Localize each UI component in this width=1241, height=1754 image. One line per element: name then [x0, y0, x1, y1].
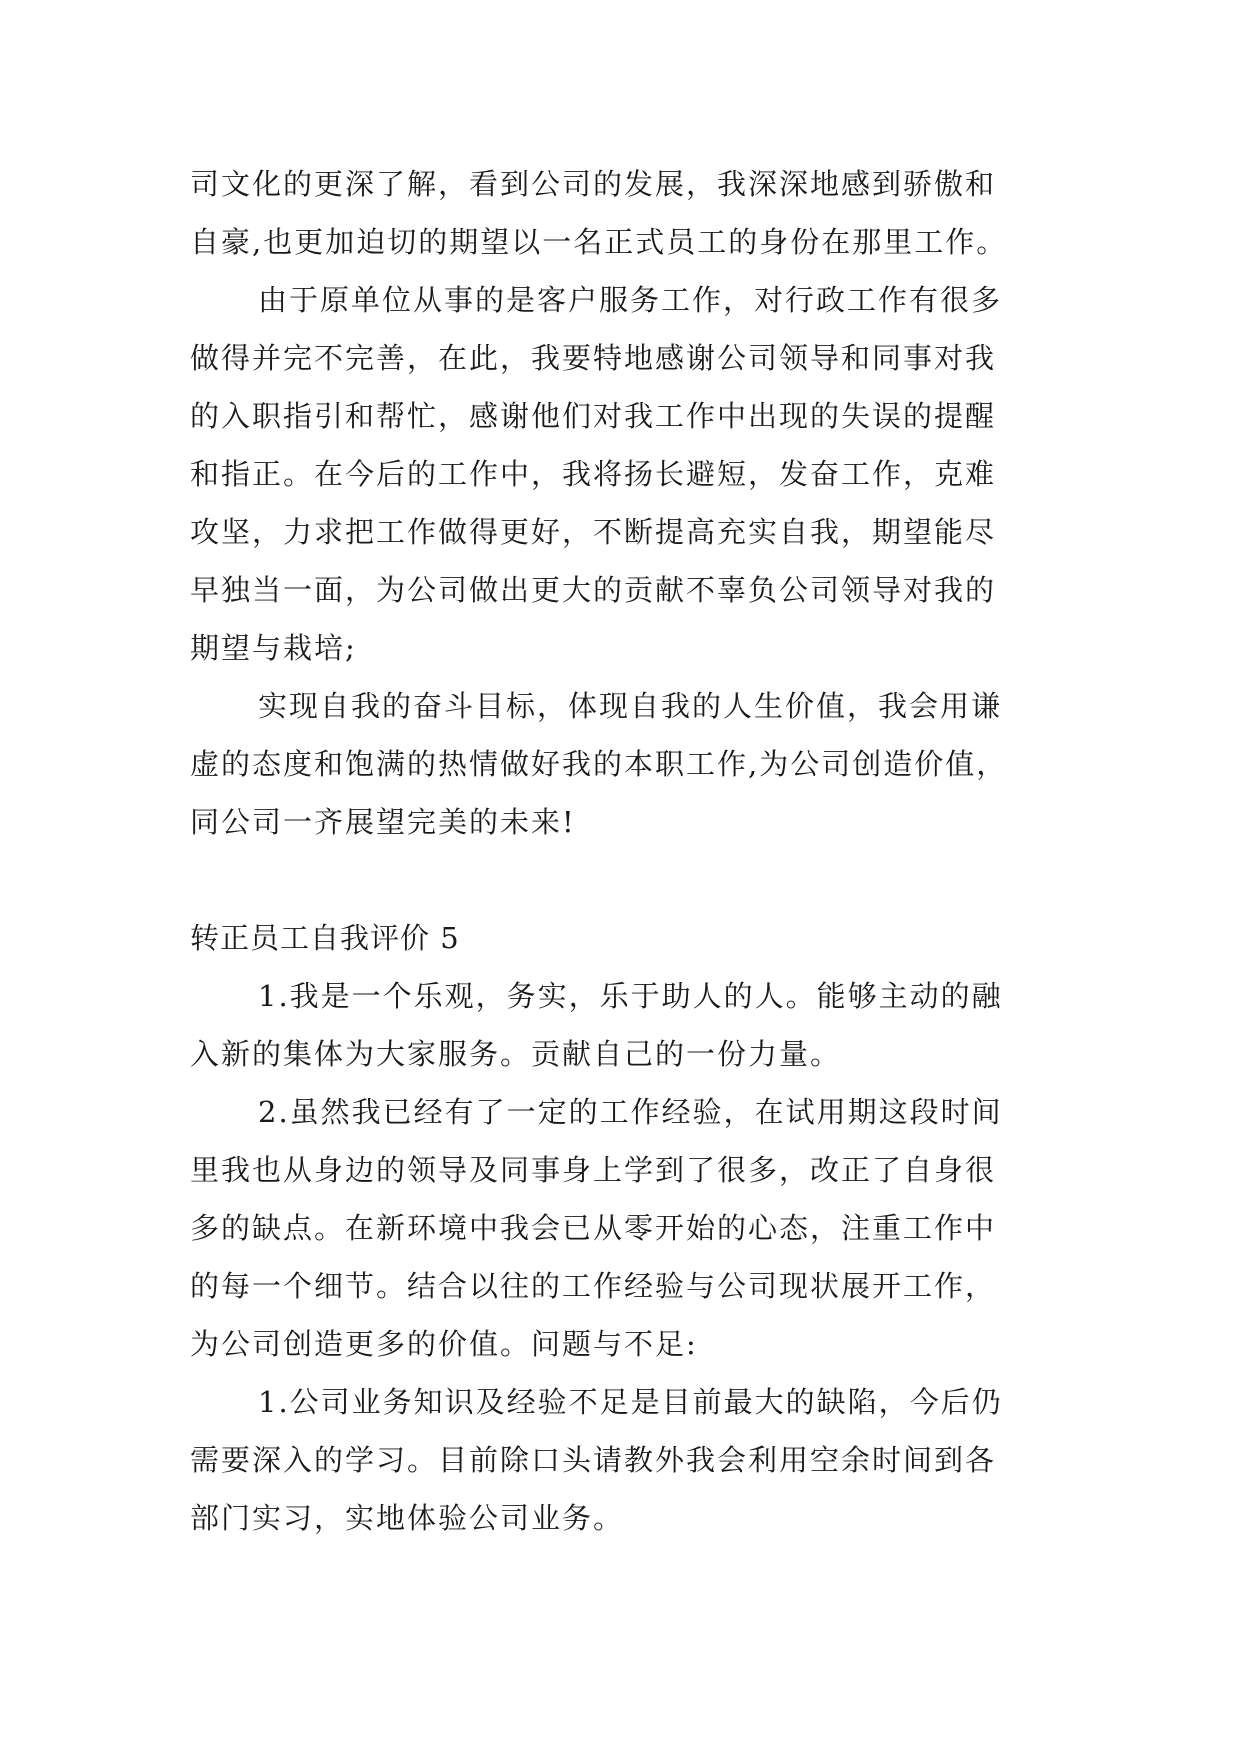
section-heading: 转正员工自我评价 5	[190, 921, 460, 955]
paragraph-first-line: 1.公司业务知识及经验不足是目前最大的缺陷，今后仍	[258, 1385, 1003, 1419]
text-line: 里我也从身边的领导及同事身上学到了很多，改正了自身很	[190, 1153, 997, 1187]
paragraph-first-line: 1.我是一个乐观，务实，乐于助人的人。能够主动的融	[258, 979, 1003, 1013]
text-line: 和指正。在今后的工作中，我将扬长避短，发奋工作，克难	[190, 457, 997, 491]
text-line: 为公司创造更多的价值。问题与不足:	[190, 1327, 698, 1361]
text-line: 攻坚，力求把工作做得更好，不断提高充实自我，期望能尽	[190, 515, 997, 549]
text-line: 需要深入的学习。目前除口头请教外我会利用空余时间到各	[190, 1443, 997, 1477]
text-line: 自豪,也更加迫切的期望以一名正式员工的身份在那里工作。	[190, 225, 1008, 259]
text-line: 同公司一齐展望完美的未来!	[190, 805, 576, 839]
text-line: 部门实习，实地体验公司业务。	[190, 1501, 625, 1535]
text-line: 司文化的更深了解，看到公司的发展，我深深地感到骄傲和	[190, 167, 997, 201]
text-line: 虚的态度和饱满的热情做好我的本职工作,为公司创造价值，	[190, 747, 1008, 781]
text-line: 的每一个细节。结合以往的工作经验与公司现状展开工作，	[190, 1269, 997, 1303]
paragraph-first-line: 由于原单位从事的是客户服务工作，对行政工作有很多	[258, 283, 1003, 317]
paragraph-first-line: 实现自我的奋斗目标，体现自我的人生价值，我会用谦	[258, 689, 1003, 723]
text-line: 早独当一面，为公司做出更大的贡献不辜负公司领导对我的	[190, 573, 997, 607]
text-line: 入新的集体为大家服务。贡献自己的一份力量。	[190, 1037, 842, 1071]
text-line: 期望与栽培;	[190, 631, 357, 665]
text-line: 的入职指引和帮忙，感谢他们对我工作中出现的失误的提醒	[190, 399, 997, 433]
text-line: 做得并完不完善，在此，我要特地感谢公司领导和同事对我	[190, 341, 997, 375]
text-line: 多的缺点。在新环境中我会已从零开始的心态，注重工作中	[190, 1211, 997, 1245]
paragraph-first-line: 2.虽然我已经有了一定的工作经验，在试用期这段时间	[258, 1095, 1003, 1129]
